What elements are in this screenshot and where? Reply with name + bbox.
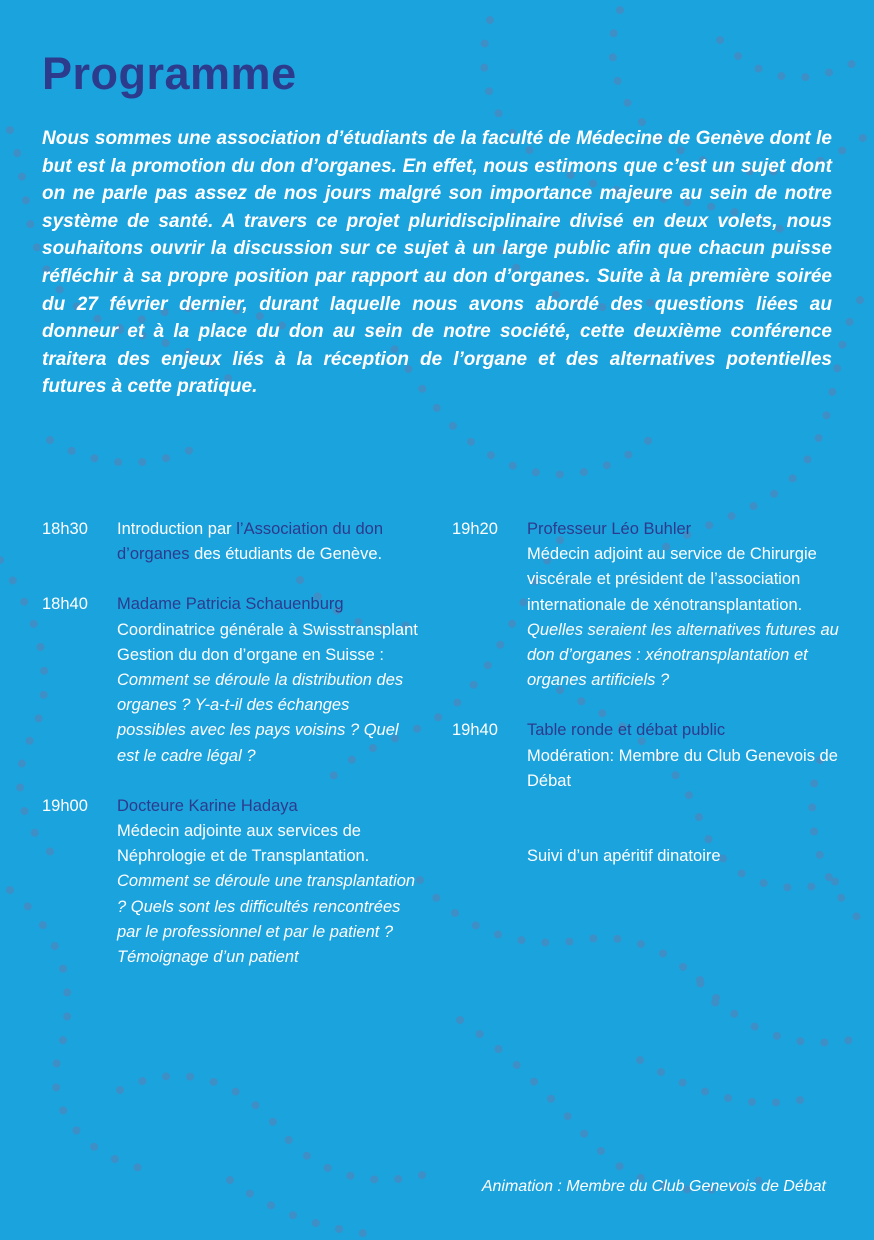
schedule-item: [42, 517, 422, 567]
schedule-item: [42, 794, 422, 970]
speaker-name: Docteure Karine Hadaya: [117, 796, 298, 815]
schedule-item: [452, 517, 842, 693]
schedule-column-left: [42, 517, 422, 970]
schedule-item: [452, 718, 842, 794]
speaker-name: Madame Patricia Schauenburg: [117, 595, 344, 614]
speaker-role: Médecin adjointe aux services de Néphrologie et de Transplantation.: [117, 822, 370, 866]
association-name: l’Association du don d’organes: [117, 520, 384, 564]
talk-question: Comment se déroule une transplantation ? Quels sont les difficultés rencontrées par le professionnel et par le patient ? Témoignage d’un patient: [117, 872, 416, 967]
page-title: Programme: [42, 48, 297, 99]
speaker-role: Médecin adjoint au service de Chirurgie viscérale et président de l’association internationale de xénotransplantation.: [527, 545, 817, 614]
time-label: 19h40: [452, 721, 498, 740]
speaker-name: Professeur Léo Buhler: [527, 520, 692, 538]
intro-prefix: Introduction par: [117, 520, 237, 538]
schedule-body: [117, 794, 422, 970]
speaker-role: Coordinatrice générale à Swisstransplant Gestion du don d’organe en Suisse :: [117, 620, 418, 664]
schedule-body: [527, 718, 842, 794]
aperitif-note: Suivi d’un apéritif dinatoire: [527, 847, 721, 866]
speaker-name: Table ronde et débat public: [527, 721, 726, 740]
moderation-text: Modération: Membre du Club Genevois de Débat: [527, 746, 838, 790]
talk-question: Comment se déroule la distribution des organes ? Y-a-t-il des échanges possibles avec les pays voisins ? Quel est le cadre légal ?: [117, 671, 404, 765]
schedule-body: [527, 517, 842, 693]
schedule-item: [42, 592, 422, 768]
schedule-column-right: [452, 517, 842, 869]
schedule-body: [117, 592, 422, 768]
talk-question: Quelles seraient les alternatives futures au don d’organes : xénotransplantation et organes artificiels ?: [527, 620, 839, 690]
time-label: 19h20: [452, 520, 498, 538]
intro-suffix: des étudiants de Genève.: [189, 545, 383, 564]
intro-paragraph: Nous sommes une association d’étudiants de la faculté de Médecine de Genève dont le but est la promotion du don d’organes. En effet, nous estimons que c’est un sujet dont on ne parle pas assez de nos jours malgré son importance majeure au sein de notre système de santé. A travers ce projet pluridisciplinaire divisé en deux volets, nous souhaitons ouvrir la discussion sur ce sujet à un large public afin que chacun puisse réfléchir à sa propre position par rapport au don d’organes. Suite à la première soirée du 27 février dernier, durant laquelle nous avons abordé des questions liées au donneur et à la place du don au sein de notre société, cette deuxième conférence traitera des enjeux liés à la réception de l’organe et des alternatives potentielles futures à cette pratique.: [42, 128, 832, 398]
time-label: 18h30: [42, 520, 88, 538]
time-label: 19h00: [42, 796, 88, 815]
schedule-body: [117, 517, 422, 567]
time-label: 18h40: [42, 595, 88, 614]
animation-credit: Animation : Membre du Club Genevois de Débat: [481, 1178, 826, 1195]
